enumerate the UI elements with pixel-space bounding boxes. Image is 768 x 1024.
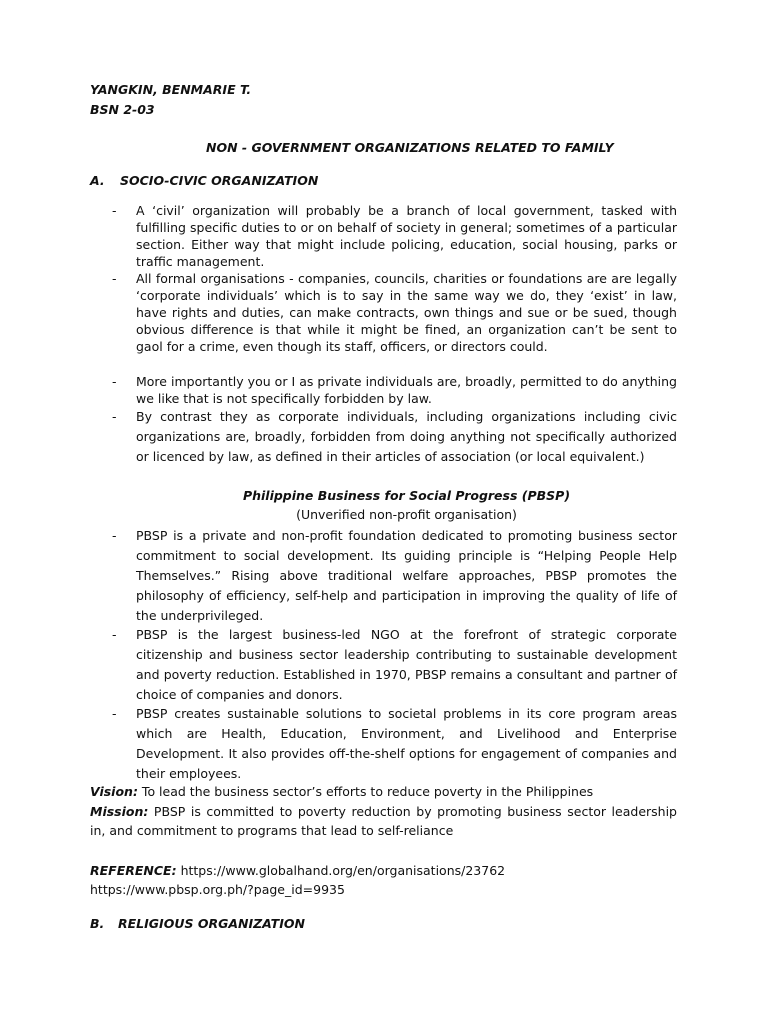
section-b-heading: RELIGIOUS ORGANIZATION xyxy=(118,916,305,931)
list-item: A ‘civil’ organization will probably be a branch of local government, tasked with fulfilling specific duties to or on behalf of society in general; sometimes of a particular section. Either way that might include policing, education, social housing, parks or traffic management. xyxy=(136,203,677,269)
vision-text: To lead the business sector’s efforts to reduce poverty in the Philippines xyxy=(137,784,594,799)
reference-link-2[interactable]: https://www.pbsp.org.ph/?page_id=9935 xyxy=(90,882,345,897)
bullet-dash: - xyxy=(112,409,117,424)
bullet-dash: - xyxy=(112,528,117,543)
list-item: All formal organisations - companies, councils, charities or foundations are are legally ‘corporate individuals’ which is to say in the same way we do, they ‘exist’ in law, have rights and duties, can make contracts, own things and sue or be sued, though obvious difference is that while it might be fined, an organization can’t be sent to gaol for a crime, even though its staff, officers, or directors could. xyxy=(136,271,677,354)
list-item: PBSP creates sustainable solutions to societal problems in its core program areas which are Health, Education, Environment, and Livelihood and Enterprise Development. It also provides off-the-shelf options for engagement of companies and their employees. xyxy=(136,706,677,781)
author-section: BSN 2-03 xyxy=(90,102,155,117)
bullet-dash: - xyxy=(112,203,117,218)
list-item: PBSP is the largest business-led NGO at the forefront of strategic corporate citizenship and business sector leadership contributing to sustainable development and poverty reduction. Established in 1970, PBSP remains a consultant and partner of choice of companies and donors. xyxy=(136,627,677,702)
reference-line xyxy=(90,861,505,880)
author-name: YANGKIN, BENMARIE T. xyxy=(90,82,252,97)
organization-name: Philippine Business for Social Progress (PBSP) xyxy=(242,488,571,503)
section-a-letter: A. xyxy=(90,173,105,188)
organization-note: (Unverified non-profit organisation) xyxy=(296,507,517,522)
reference-label: REFERENCE: xyxy=(90,863,177,878)
vision-label: Vision: xyxy=(90,784,138,799)
bullet-dash: - xyxy=(112,374,117,389)
list-item: PBSP is a private and non-profit foundation dedicated to promoting business sector commitment to social development. Its guiding principle is “Helping People Help Themselves.” Rising above traditional welfare approaches, PBSP promotes the philosophy of efficiency, self-help and participation in improving the quality of life of the underprivileged. xyxy=(136,528,677,623)
bullet-dash: - xyxy=(112,271,117,286)
mission-statement xyxy=(90,802,677,840)
list-item: More importantly you or I as private individuals are, broadly, permitted to do anything we like that is not specifically forbidden by law. xyxy=(136,374,677,406)
mission-label: Mission: xyxy=(90,804,149,819)
vision-statement xyxy=(90,782,677,801)
bullet-dash: - xyxy=(112,627,117,642)
bullet-dash: - xyxy=(112,706,117,721)
mission-text: PBSP is committed to poverty reduction by promoting business sector leadership in, and commitment to programs that lead to self-reliance xyxy=(90,804,677,838)
document-title: NON - GOVERNMENT ORGANIZATIONS RELATED TO FAMILY xyxy=(206,140,614,155)
section-a-heading: SOCIO-CIVIC ORGANIZATION xyxy=(120,173,319,188)
section-b-letter: B. xyxy=(90,916,105,931)
reference-link-1[interactable]: https://www.globalhand.org/en/organisations/23762 xyxy=(176,863,506,878)
list-item: By contrast they as corporate individuals, including organizations including civic organizations are, broadly, forbidden from doing anything not specifically authorized or licenced by law, as defined in their articles of association (or local equivalent.) xyxy=(136,409,677,464)
